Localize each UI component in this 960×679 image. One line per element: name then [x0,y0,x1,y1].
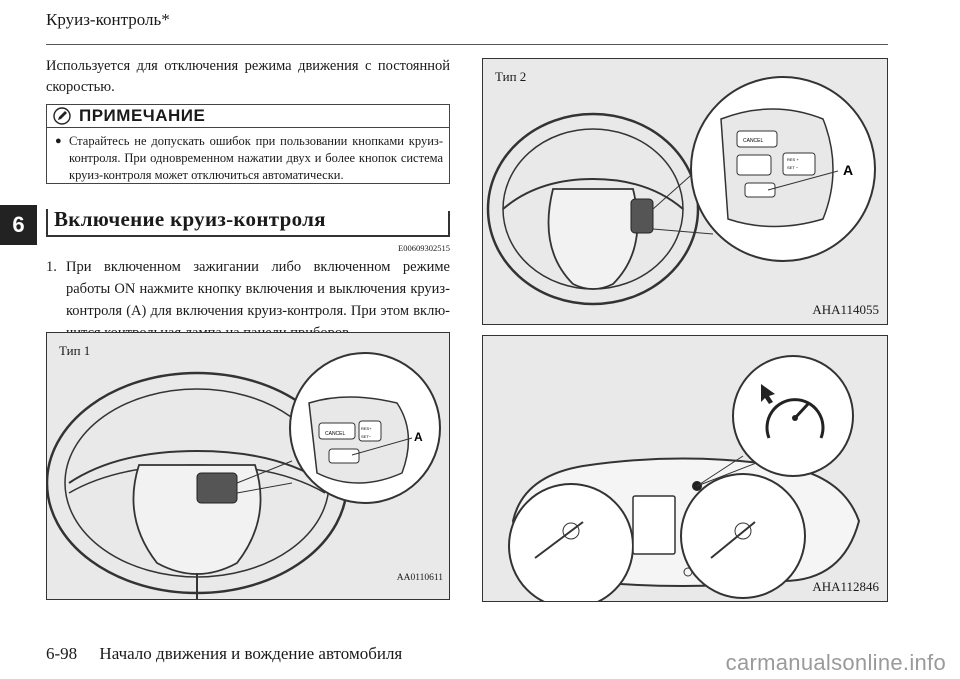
figure-type1-label: Тип 1 [59,343,91,358]
figure-type1 [46,332,450,600]
fig2-button-cancel: CANCEL [743,138,764,144]
page-footer [46,644,402,664]
figure-cluster-code: AHA112846 [812,579,879,594]
fig1-button-res: RES+ [361,426,372,431]
section-code: E00609302515 [398,243,450,253]
note-body [47,128,449,184]
figure-type2 [482,58,888,325]
header-divider [46,44,888,45]
figure-type2-label: Тип 2 [495,69,527,84]
note-heading-label: ПРИМЕЧАНИЕ [79,106,206,125]
page-number: 6-98 [46,644,78,663]
watermark: carmanualsonline.info [725,650,946,675]
instrument-cluster-illustration [483,336,888,602]
step-text: При включенном зажигании либо включенном режиме работы ON нажмите кнопку включения и выключения круиз-контроля (A) для включения круиз-контроля. При этом вклю- [66,259,450,319]
steering-wheel-type2-illustration [483,59,888,325]
section-title-label: Включение круиз-контроля [54,207,326,231]
pencil-note-icon [53,107,71,125]
page-header-title: Круиз-контроль* [46,10,170,29]
fig1-button-cancel: CANCEL [325,431,346,437]
fig2-callout-a: A [843,162,854,178]
note-text: Старайтесь не допускать ошибок при пользовании кнопками круиз-контроля. При одновременном нажатии двух и более кнопок система круиз-контроля может отключиться автоматически. [69,134,443,182]
note-box [46,104,450,184]
figure-type1-code: AA0110611 [396,573,443,583]
fig1-callout-a: A [414,430,423,444]
note-heading [47,105,449,128]
fig2-button-res: RES + [787,157,799,162]
figure-instrument-cluster [482,335,888,602]
chapter-tab: 6 [0,205,37,245]
fig1-button-set: SET− [361,434,372,439]
step-number: 1. [46,259,57,275]
steering-wheel-type1-illustration [47,333,450,600]
figure-type2-code: AHA114055 [812,302,879,317]
bullet-icon: ● [55,135,62,147]
instruction-step [46,256,450,344]
chapter-name: Начало движения и вождение автомобиля [99,644,403,663]
fig2-button-set: SET − [787,165,799,170]
section-title [46,207,450,237]
intro-paragraph: Используется для отключения режима движения с постоянной скоростью. [46,58,450,95]
